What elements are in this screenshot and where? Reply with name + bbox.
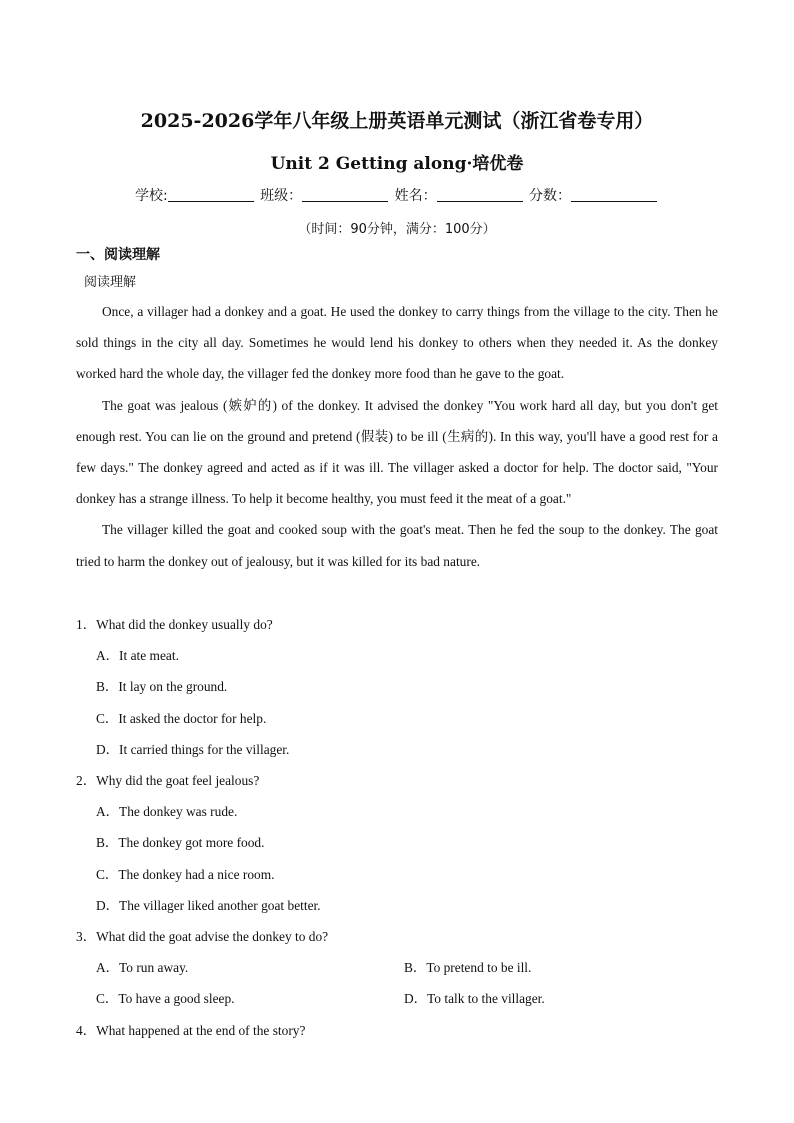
name-blank[interactable] [437,187,523,202]
question-stem: 1．What did the donkey usually do? [76,617,273,632]
score-label: 分数： [529,188,572,204]
passage-paragraph: Once, a villager had a donkey and a goat. He used the donkey to carry things from the village to the city. Then he sold things in the city all day. Sometimes he would lend his donkey to others when they needed it. As the donkey worked hard the whole day, the villager fed the donkey more food than he gave to the goat. [76,304,718,382]
option-d[interactable]: D．The villager liked another goat better. [96,898,321,913]
school-label: 学校: [134,188,168,204]
option-c[interactable]: C．It asked the doctor for help. [96,711,267,726]
reading-passage [76,296,718,577]
passage-paragraph: The goat was jealous (嫉妒的) of the donkey. It advised the donkey "You work hard all day, but you don't get enough rest. You can lie on the ground and pretend (假装) to be ill (生病的). In this way, you'll have a good rest for a few days." The donkey agreed and acted as if it was ill. The villager asked a doctor for help. The doctor said, "Your donkey has a strange illness. To help it become healthy, you must feed it the meat of a goat." [76,397,718,507]
section-subheading: 阅读理解 [84,275,137,290]
option-c[interactable]: C．To have a good sleep. [96,991,235,1006]
passage-paragraph: The villager killed the goat and cooked soup with the goat's meat. Then he fed the soup to the donkey. The goat tried to harm the donkey out of jealousy, but it was killed for its bad nature. [76,522,718,569]
option-b[interactable]: B．To pretend to be ill. [404,960,532,975]
section-heading: 一、阅读理解 [76,247,160,263]
name-label: 姓名： [394,188,437,204]
option-a[interactable]: A．It ate meat. [96,648,179,663]
question-stem: 3．What did the goat advise the donkey to do? [76,929,329,944]
question-stem: 4．What happened at the end of the story? [76,1023,306,1038]
class-blank[interactable] [302,187,388,202]
class-label: 班级： [260,188,303,204]
option-d[interactable]: D．To talk to the villager. [404,991,545,1006]
question-stem: 2．Why did the goat feel jealous? [76,773,260,788]
option-b[interactable]: B．The donkey got more food. [96,835,265,850]
exam-title: 2025-2026学年八年级上册英语单元测试（浙江省卷专用） [140,110,654,132]
exam-subtitle: Unit 2 Getting along·培优卷 [270,154,524,174]
option-d[interactable]: D．It carried things for the villager. [96,742,290,757]
student-info-line [0,185,794,205]
option-a[interactable]: A．To run away. [96,960,189,975]
option-c[interactable]: C．The donkey had a nice room. [96,867,275,882]
score-blank[interactable] [571,187,657,202]
school-blank[interactable] [168,187,254,202]
option-b[interactable]: B．It lay on the ground. [96,679,228,694]
option-a[interactable]: A．The donkey was rude. [96,804,238,819]
time-info: （时间：90分钟，满分：100分） [298,222,496,237]
